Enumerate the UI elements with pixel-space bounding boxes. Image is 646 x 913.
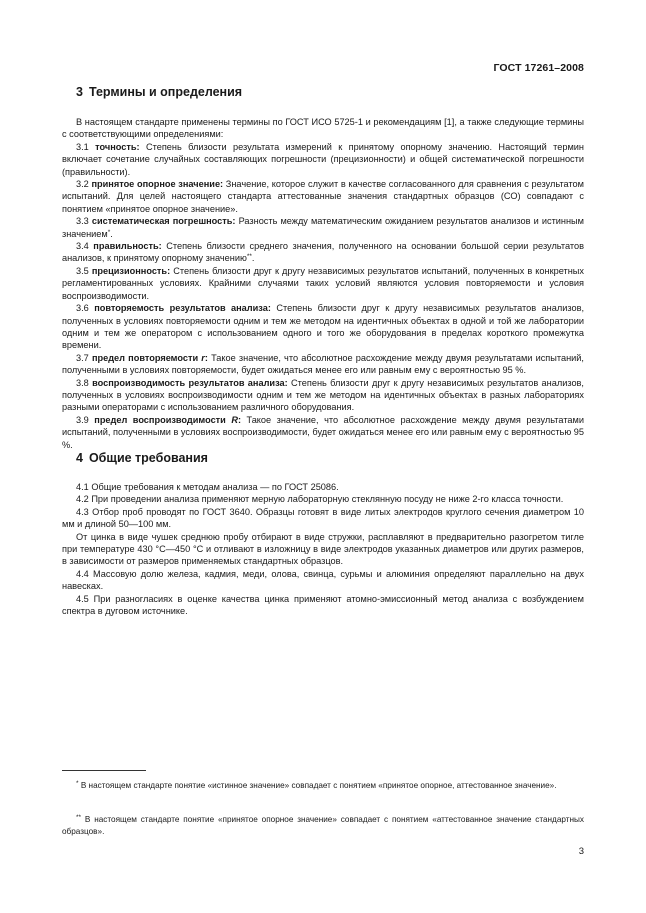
term-3-2: 3.2 принятое опорное значение: Значение, которое служит в качестве согласованного для сравнения с результатом испытаний. Для целей настоящего стандарта аттестованные значения стандартных образцов (СО) совпадают с понятием «принятое опорное значение». — [62, 179, 584, 214]
paragraph-4-3-cont: От цинка в виде чушек среднюю пробу отбирают в виде стружки, расплавляют в предварительно разогретом тигле при температуре 430 °С—450 °С и отливают в изложницу в виде электродов указанных диаметров или других размеров, в зависимости от размеров применяемых стандартных образцов. — [62, 531, 584, 567]
term-3-3: 3.3 систематическая погрешность: Разность между математическим ожиданием результатов анализов и истинным значением*. — [62, 216, 584, 239]
section-4-title — [62, 451, 584, 465]
section-number: 4 — [76, 450, 83, 465]
term-3-5: 3.5 прецизионность: Степень близости друг к другу независимых результатов испытаний, полученных в конкретных регламентированных условиях. Крайними случаями таких условий являются условия повторяемости и условия воспроизводимости. — [62, 265, 584, 301]
footnote-ref: * — [107, 228, 111, 236]
section-title: Общие требования — [88, 450, 208, 465]
section-4-body — [62, 481, 584, 617]
document-id: ГОСТ 17261–2008 — [493, 62, 584, 74]
paragraph-4-3: 4.3 Отбор проб проводят по ГОСТ 3640. Образцы готовят в виде литых электродов круглого сечения диаметром 10 мм и длиной 50—100 мм. — [62, 506, 584, 530]
term-3-4: 3.4 правильность: Степень близости среднего значения, полученного на основании большой серии результатов анализов, к принятому опорному значению**. — [62, 241, 584, 264]
paragraph-4-5: 4.5 При разногласиях в оценке качества цинка применяют атомно-эмиссионный метод анализа с возбуждением спектра в дуговом источнике. — [62, 593, 584, 617]
footnote-divider — [62, 770, 146, 771]
section-3-title — [62, 85, 584, 99]
paragraph-4-2: 4.2 При проведении анализа применяют мерную лабораторную стеклянную посуду не ниже 2-го класса точности. — [76, 494, 564, 505]
term-3-9: 3.9 предел воспроизводимости R: Такое значение, что абсолютное расхождение между двумя результатами испытаний, полученными в условиях воспроизводимости, будет ожидаться менее его или равным ему с вероятностью 95 %. — [62, 414, 584, 450]
section-3-body — [62, 116, 584, 451]
paragraph-4-1: 4.1 Общие требования к методам анализа — по ГОСТ 25086. — [76, 481, 339, 492]
footnote-1: * В настоящем стандарте понятие «истинное значение» совпадает с понятием «принятое опорное, аттестованное значение». — [76, 780, 557, 790]
term-3-7: 3.7 предел повторяемости r: Такое значение, что абсолютное расхождение между двумя результатами испытаний, полученными в условиях повторяемости, будет ожидаться менее его или равным ему с вероятностью 95 %. — [62, 352, 584, 376]
page-number: 3 — [578, 846, 584, 857]
paragraph-4-4: 4.4 Массовую долю железа, кадмия, меди, олова, свинца, сурьмы и алюминия определяют параллельно на двух навесках. — [62, 568, 584, 592]
intro-paragraph: В настоящем стандарте применены термины по ГОСТ ИСО 5725-1 и рекомендациям [1], а также следующие термины с соответствующими определениями: — [62, 117, 584, 140]
term-3-1: 3.1 точность: Степень близости результата измерений к принятому опорному значению. Настоящий термин включает сочетание случайных составляющих погрешности (прецизионности) и общей систематической погрешности (правильности). — [62, 141, 584, 177]
footnote-ref: ** — [246, 253, 252, 261]
term-3-8: 3.8 воспроизводимость результатов анализа: Степень близости друг к другу независимых результатов анализов, полученных в условиях воспроизводимости одним и тем же методом на идентичных объектах в разных лабораториях разными операторами с использованием различного оборудования. — [62, 377, 584, 413]
term-3-6: 3.6 повторяемость результатов анализа: Степень близости друг к другу независимых результатов анализов, полученных в условиях повторяемости одним и тем же методом на идентичных объектах в одной и той же лаборатории одним и тем же оператором с использованием одного и того же оборудования в пределах короткого промежутка времени. — [62, 303, 585, 351]
section-number: 3 — [76, 85, 83, 99]
content — [62, 85, 584, 617]
footnote-2: ** В настоящем стандарте понятие «принятое опорное значение» совпадает с понятием «аттестованное значение стандартных образцов». — [62, 814, 585, 836]
section-title: Термины и определения — [88, 85, 243, 99]
